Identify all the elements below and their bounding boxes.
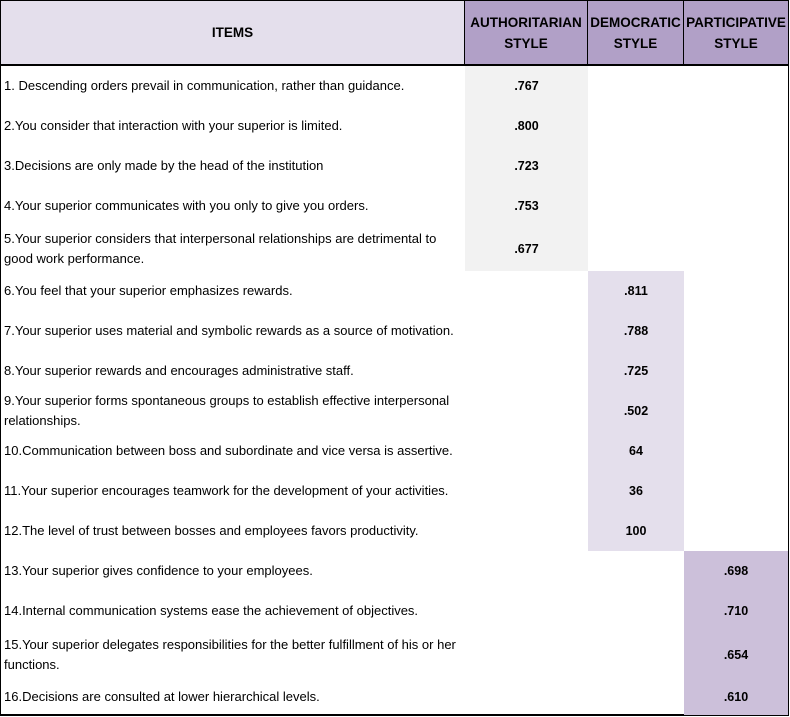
democratic-loading: .811 [624,284,648,298]
table-row-item: 5.Your superior considers that interpersonal relationships are detrimental to good work performance. [4,230,437,266]
header-democratic [588,1,684,64]
participative-loading: .698 [723,564,749,578]
democratic-loading: 36 [629,484,643,498]
table-row-item: 2.You consider that interaction with your superior is limited. [4,118,343,133]
header-authoritarian-line1: AUTHORITARIAN [470,14,582,30]
header-democratic-line1: DEMOCRATIC [590,14,681,30]
table-row-item: 14.Internal communication systems ease the achievement of objectives. [4,603,419,618]
authoritarian-loading: .677 [514,241,539,256]
authoritarian-loading: .753 [514,199,539,213]
authoritarian-loading: .800 [514,119,539,133]
participative-loading: .610 [723,690,749,704]
participative-loading: .710 [723,604,749,618]
table-row-item: 9.Your superior forms spontaneous groups to establish effective interpersonal relationships. [4,393,450,428]
table-row-item: 15.Your superior delegates responsibilities for the better fulfillment of his or her functions. [4,637,456,672]
header-democratic-line2: STYLE [613,35,658,51]
header-authoritarian-line2: STYLE [504,35,548,51]
header-authoritarian [465,1,588,64]
democratic-loading: .502 [623,404,649,418]
header-items-label: ITEMS [211,25,254,40]
table-row-item: 4.Your superior communicates with you only to give you orders. [4,198,369,213]
authoritarian-loading: .767 [514,79,539,93]
header-items [1,1,465,64]
democratic-loading: 100 [625,524,647,538]
header-participative [684,1,788,64]
table-row-item: 16.Decisions are consulted at lower hierarchical levels. [4,689,320,704]
democratic-loading: 64 [629,444,643,458]
participative-loading: .654 [723,648,749,662]
table-row-item: 3.Decisions are only made by the head of the institution [4,158,324,173]
table-row-item: 7.Your superior uses material and symbolic rewards as a source of motivation. [4,323,454,338]
table-row-item: 8.Your superior rewards and encourages administrative staff. [4,363,354,378]
header-participative-line2: STYLE [714,35,758,51]
authoritarian-loading: .723 [514,159,539,173]
table-row-item: 11.Your superior encourages teamwork for the development of your activities. [4,483,449,498]
table-row-item: 6.You feel that your superior emphasizes rewards. [4,283,293,298]
header-participative-line1: PARTICIPATIVE [686,14,786,30]
table-row-item: 12.The level of trust between bosses and employees favors productivity. [4,523,419,538]
democratic-loading: .725 [623,364,649,378]
table-row-item: 1. Descending orders prevail in communication, rather than guidance. [4,78,405,93]
table-row-item: 10.Communication between boss and subordinate and vice versa is assertive. [4,443,453,458]
democratic-loading: .788 [623,324,649,338]
table-row-item: 13.Your superior gives confidence to your employees. [4,563,313,578]
